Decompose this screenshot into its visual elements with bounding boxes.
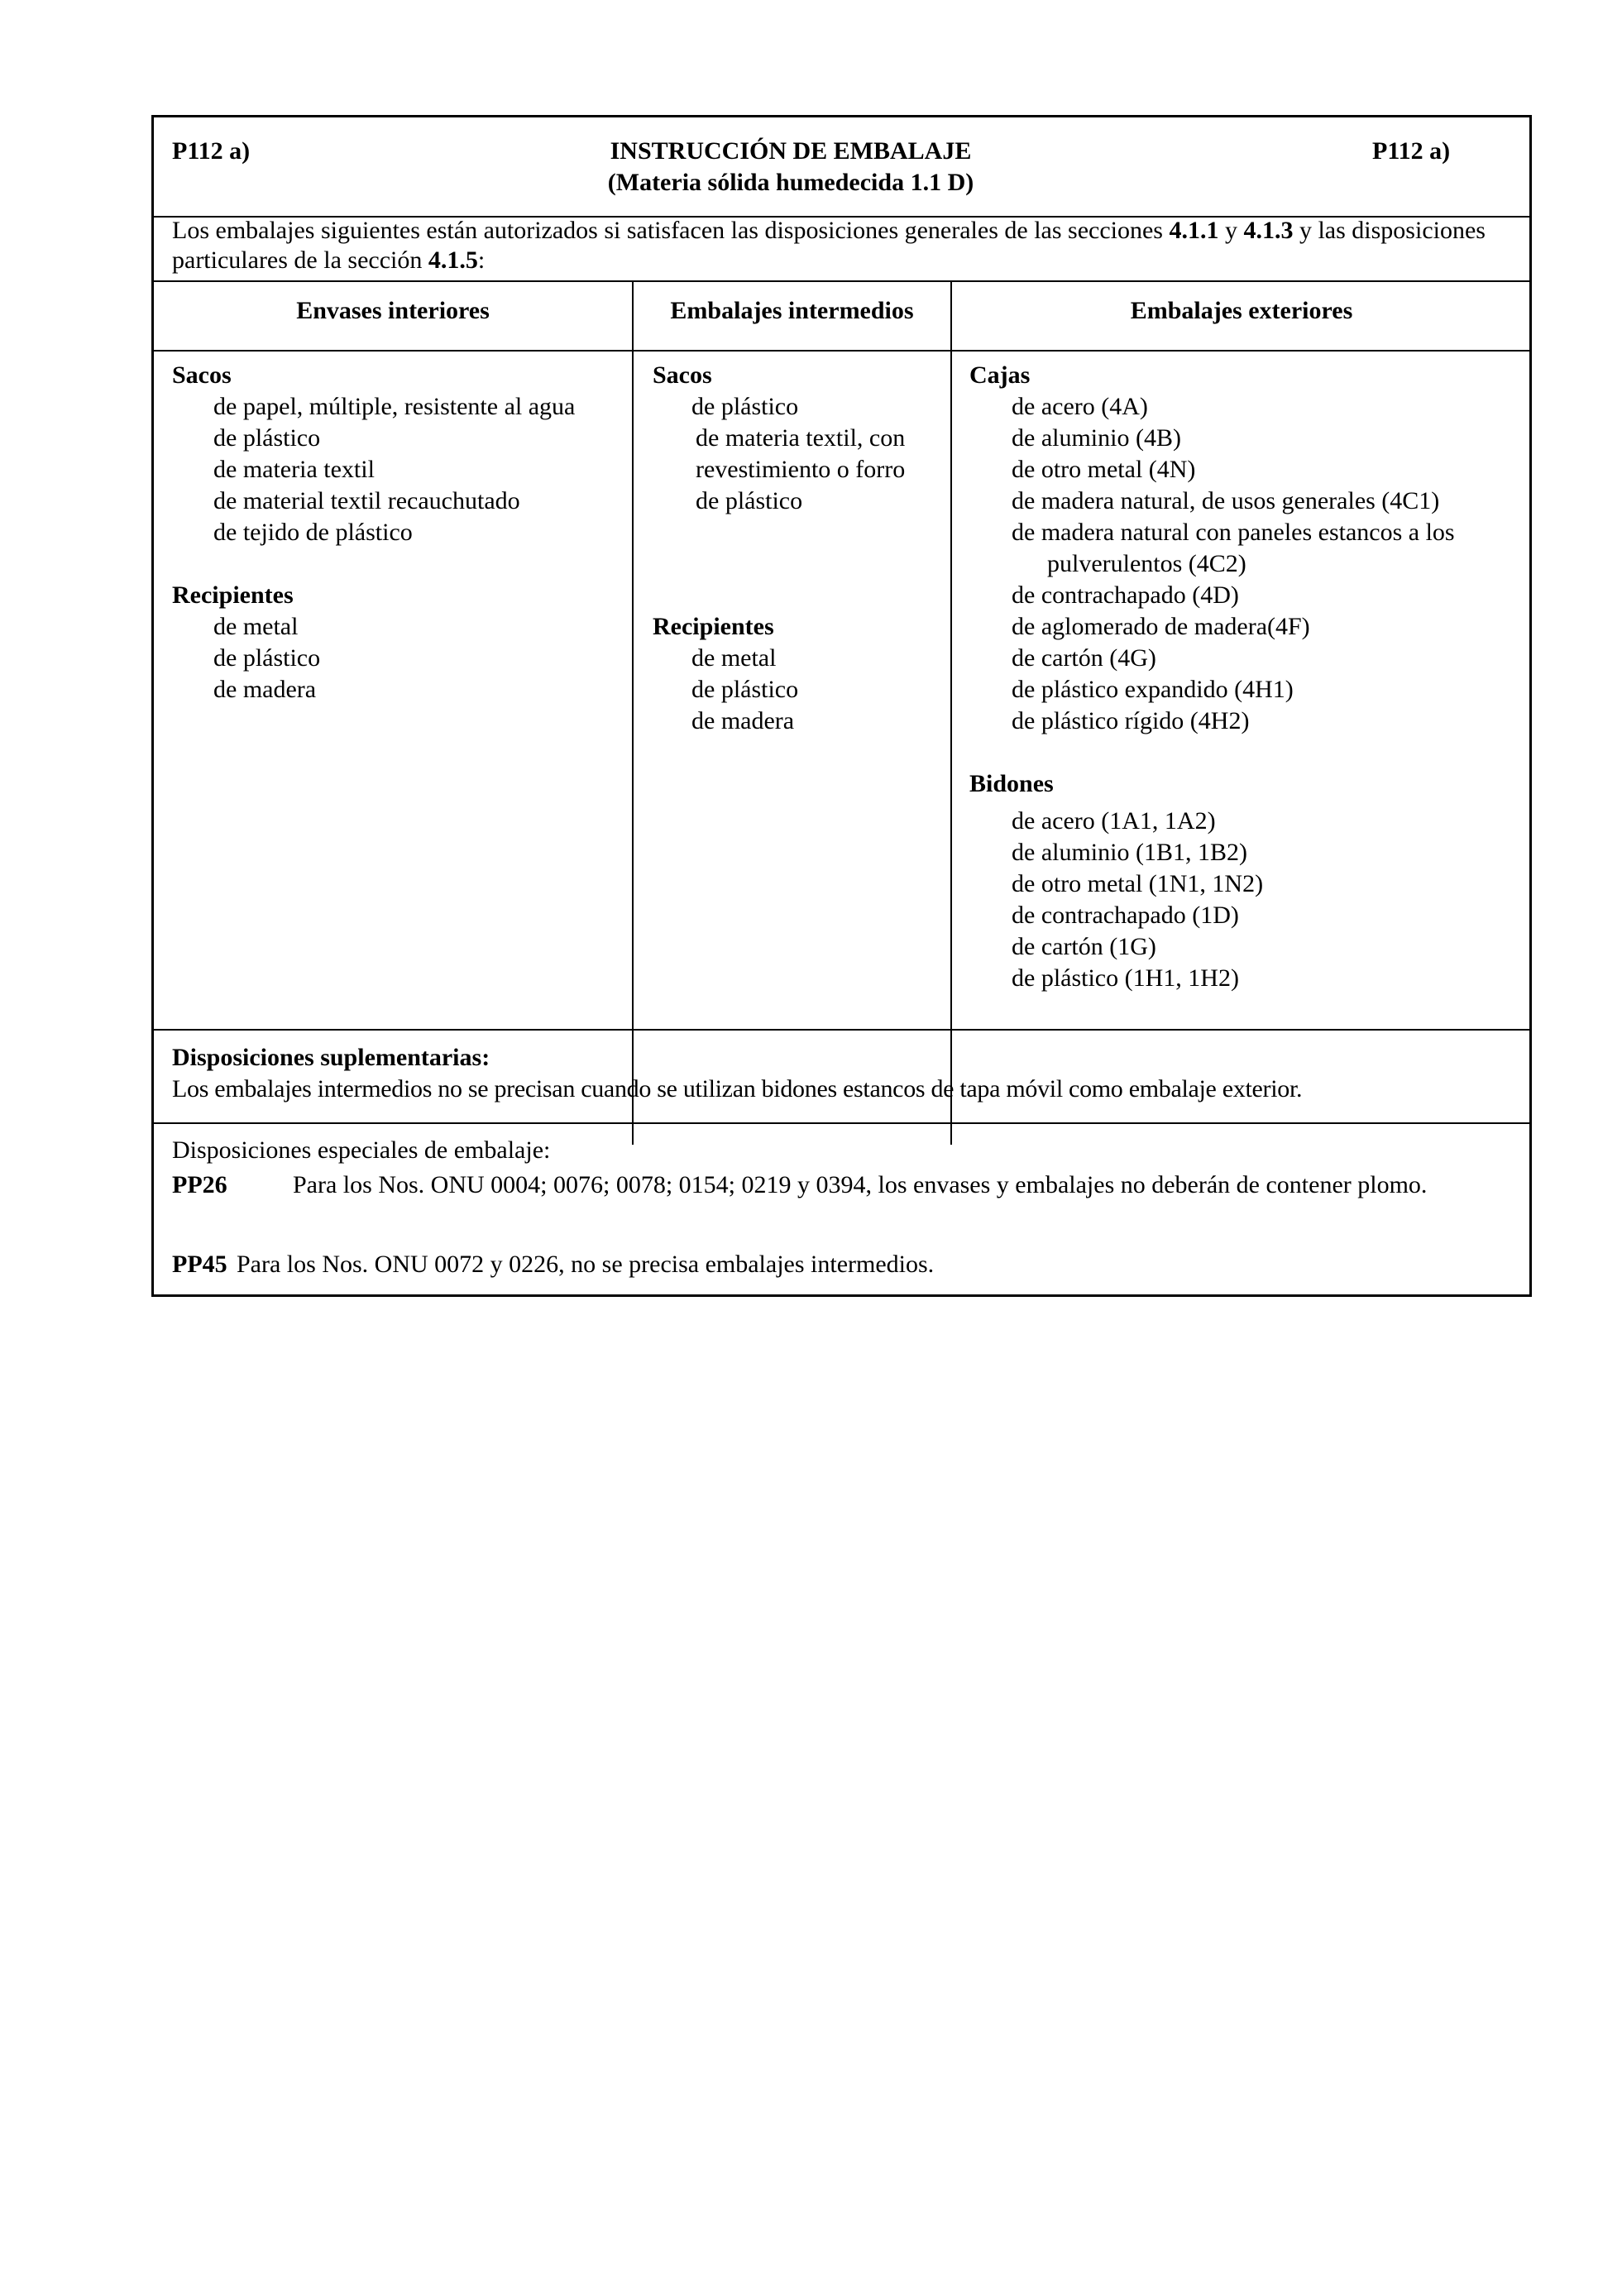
divider [154, 1122, 1529, 1124]
intermediate-group-sacks-title: Sacos [653, 361, 712, 389]
instruction-title: INSTRUCCIÓN DE EMBALAJE [610, 137, 972, 165]
intro-text: y [1218, 217, 1244, 244]
outer-group-drums-title: Bidones [969, 770, 1054, 797]
intro-text: y las disposiciones particulares de la sección [172, 217, 1486, 274]
list-item: de plástico rígido (4H2) [1012, 707, 1250, 734]
intermediate-group-receptacles-title: Recipientes [653, 613, 774, 640]
column-divider [950, 280, 952, 1145]
list-item: de materia textil [213, 456, 375, 483]
divider [154, 350, 1529, 352]
list-item: de madera natural con paneles estancos a los [1012, 519, 1455, 546]
list-item: de plástico [696, 487, 803, 514]
section-ref: 4.1.3 [1243, 217, 1294, 244]
column-header-outer: Embalajes exteriores [1130, 297, 1353, 324]
list-item: revestimiento o forro [696, 456, 906, 483]
list-item: de aluminio (4B) [1012, 424, 1181, 452]
divider [154, 280, 1529, 282]
column-divider [632, 280, 634, 1145]
list-item: de madera natural, de usos generales (4C1) [1012, 487, 1440, 514]
instruction-subtitle: (Materia sólida humedecida 1.1 D) [607, 169, 974, 196]
provision-text-pp26: Para los Nos. ONU 0004; 0076; 0078; 0154; 0219 y 0394, los envases y embalajes no deberán de contener plomo. [293, 1171, 1428, 1198]
packing-instruction-table [151, 115, 1532, 1297]
intro-text: : [477, 246, 486, 274]
list-item: de metal [691, 644, 777, 672]
list-item: de tejido de plástico [213, 519, 413, 546]
list-item: de contrachapado (4D) [1012, 581, 1239, 609]
inner-group-sacks-title: Sacos [172, 361, 232, 389]
list-item: de aglomerado de madera(4F) [1012, 613, 1310, 640]
list-item: pulverulentos (4C2) [1047, 550, 1246, 577]
list-item: de acero (4A) [1012, 393, 1148, 420]
list-item: de plástico [213, 424, 321, 452]
outer-group-boxes-title: Cajas [969, 361, 1031, 389]
column-header-inner: Envases interiores [296, 297, 490, 324]
instruction-code-left: P112 a) [172, 137, 251, 165]
list-item: de cartón (1G) [1012, 933, 1156, 960]
instruction-code-right: P112 a) [1372, 137, 1451, 165]
list-item: de aluminio (1B1, 1B2) [1012, 839, 1247, 866]
provision-code-pp26: PP26 [172, 1171, 227, 1198]
list-item: de plástico [213, 644, 321, 672]
divider [154, 1029, 1529, 1031]
list-item: de otro metal (1N1, 1N2) [1012, 870, 1264, 897]
supplementary-text: Los embalajes intermedios no se precisan cuando se utilizan bidones estancos de tapa móvil como embalaje exterior. [172, 1075, 1303, 1103]
supplementary-title: Disposiciones suplementarias: [172, 1044, 490, 1071]
list-item: de madera [691, 707, 795, 734]
provision-code-pp45: PP45 [172, 1251, 227, 1278]
section-ref: 4.1.1 [1169, 217, 1219, 244]
section-ref: 4.1.5 [428, 246, 478, 274]
intro-paragraph [172, 216, 1512, 275]
provision-text-pp45: Para los Nos. ONU 0072 y 0226, no se precisa embalajes intermedios. [237, 1251, 935, 1278]
list-item: de contrachapado (1D) [1012, 902, 1239, 929]
special-provisions-title: Disposiciones especiales de embalaje: [172, 1136, 551, 1164]
list-item: de plástico expandido (4H1) [1012, 676, 1294, 703]
list-item: de metal [213, 613, 299, 640]
list-item: de cartón (4G) [1012, 644, 1156, 672]
list-item: de materia textil, con [696, 424, 906, 452]
list-item: de plástico [691, 676, 799, 703]
inner-group-receptacles-title: Recipientes [172, 581, 294, 609]
list-item: de plástico (1H1, 1H2) [1012, 964, 1239, 992]
list-item: de plástico [691, 393, 799, 420]
list-item: de material textil recauchutado [213, 487, 520, 514]
list-item: de otro metal (4N) [1012, 456, 1196, 483]
column-header-intermediate: Embalajes intermedios [670, 297, 914, 324]
list-item: de papel, múltiple, resistente al agua [213, 393, 576, 420]
list-item: de madera [213, 676, 317, 703]
list-item: de acero (1A1, 1A2) [1012, 807, 1216, 835]
intro-text: Los embalajes siguientes están autorizados si satisfacen las disposiciones generales de las secciones [172, 217, 1170, 244]
